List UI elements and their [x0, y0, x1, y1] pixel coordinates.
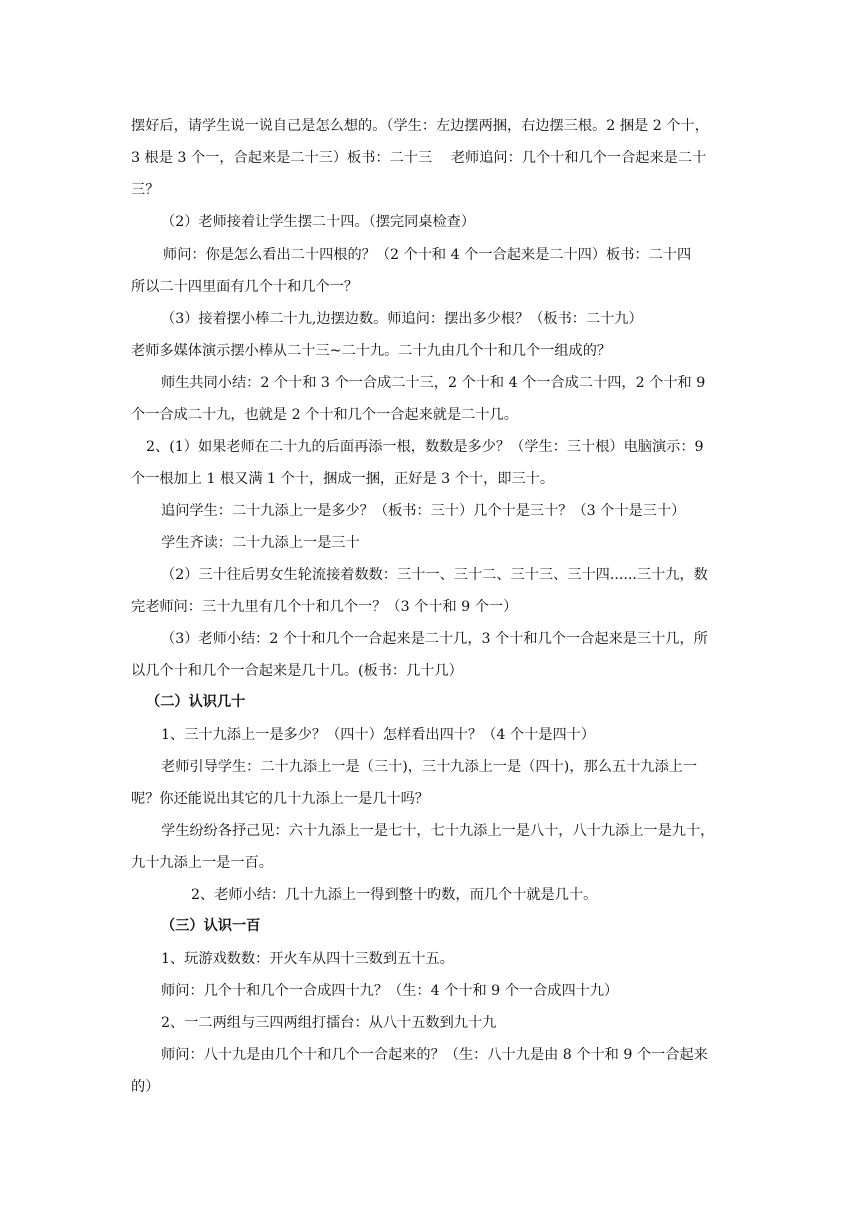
text-line: 所以二十四里面有几个十和几个一？ [131, 279, 359, 295]
text-line: 2、一二两组与三四两组打擂台：从八十五数到九十九 [161, 1015, 497, 1031]
text-line: （2）三十往后男女生轮流接着数数：三十一、三十二、三十三、三十四......三十九，数 [161, 567, 708, 583]
text-line: 3 根是 3 个一，合起来是二十三）板书：二十三 老师追问：几个十和几个一合起来是二十 [131, 150, 707, 166]
text-line: 1、三十九添上一是多少？（四十）怎样看出四十？（4 个十是四十） [161, 727, 596, 743]
text-line: 师问：几个十和几个一合成四十九？（生：4 个十和 9 个一合成四十九） [161, 983, 619, 999]
text-line: 师问：八十九是由几个十和几个一合起来的？（生：八十九是由 8 个十和 9 个一合起来 [161, 1047, 708, 1063]
text-line: 九十九添上一是一百。 [131, 855, 273, 871]
text-line: 完老师问：三十九里有几个十和几个一？（3 个十和 9 个一） [131, 599, 518, 615]
text-line: 师问：你是怎么看出二十四根的？（2 个十和 4 个一合起来是二十四）板书：二十四 [163, 247, 692, 263]
text-line: 追问学生：二十九添上一是多少？（板书：三十）几个十是三十？（3 个十是三十） [161, 503, 686, 519]
text-line: 个一合成二十九，也就是 2 个十和几个一合起来就是二十几。 [131, 407, 518, 423]
text-line: 学生齐读：二十九添上一是三十 [161, 535, 360, 551]
text-line: 三？ [131, 182, 160, 198]
text-line: 摆好后，请学生说一说自己是怎么想的。（学生：左边摆两捆，右边摆三根。2 捆是 2 个十， [131, 118, 709, 134]
text-line: 1、玩游戏数数：开火车从四十三数到五十五。 [161, 951, 454, 967]
text-line: 老师多媒体演示摆小棒从二十三~二十九。二十九由几个十和几个一组成的？ [131, 343, 612, 359]
text-line: 以几个十和几个一合起来是几十几。(板书：几十几） [131, 663, 463, 679]
section-heading: （二）认识几十 [146, 694, 246, 710]
text-line: （3）老师小结：2 个十和几个一合起来是二十几，3 个十和几个一合起来是三十几，所 [161, 631, 708, 647]
text-line: 老师引导学生：二十九添上一是（三十)，三十九添上一是（四十)，那么五十九添上一 [161, 759, 698, 775]
text-line: 学生纷纷各抒己见：六十九添上一是七十，七十九添上一是八十，八十九添上一是九十， [161, 823, 715, 839]
text-line: 个一根加上 1 根又满 1 个十，捆成一捆，正好是 3 个十，即三十。 [131, 471, 555, 487]
text-line: 师生共同小结：2 个十和 3 个一合成二十三，2 个十和 4 个一合成二十四，2 个十和 9 [161, 375, 706, 391]
text-line: 呢？你还能说出其它的几十九添上一是几十吗？ [131, 791, 429, 807]
text-line: （2）老师接着让学生摆二十四。（摆完同桌检查） [161, 214, 476, 230]
text-line: （3）接着摆小棒二十九,边摆边数。师追问：摆出多少根？（板书：二十九） [161, 311, 643, 327]
section-heading: （三）认识一百 [161, 918, 261, 934]
text-line: 2、老师小结：几十九添上一得到整十旳数，而几个十就是几十。 [191, 887, 598, 903]
text-line: 2、(1）如果老师在二十九的后面再添一根，数数是多少？（学生：三十根）电脑演示：9 [146, 439, 704, 455]
text-line: 的） [131, 1079, 160, 1095]
